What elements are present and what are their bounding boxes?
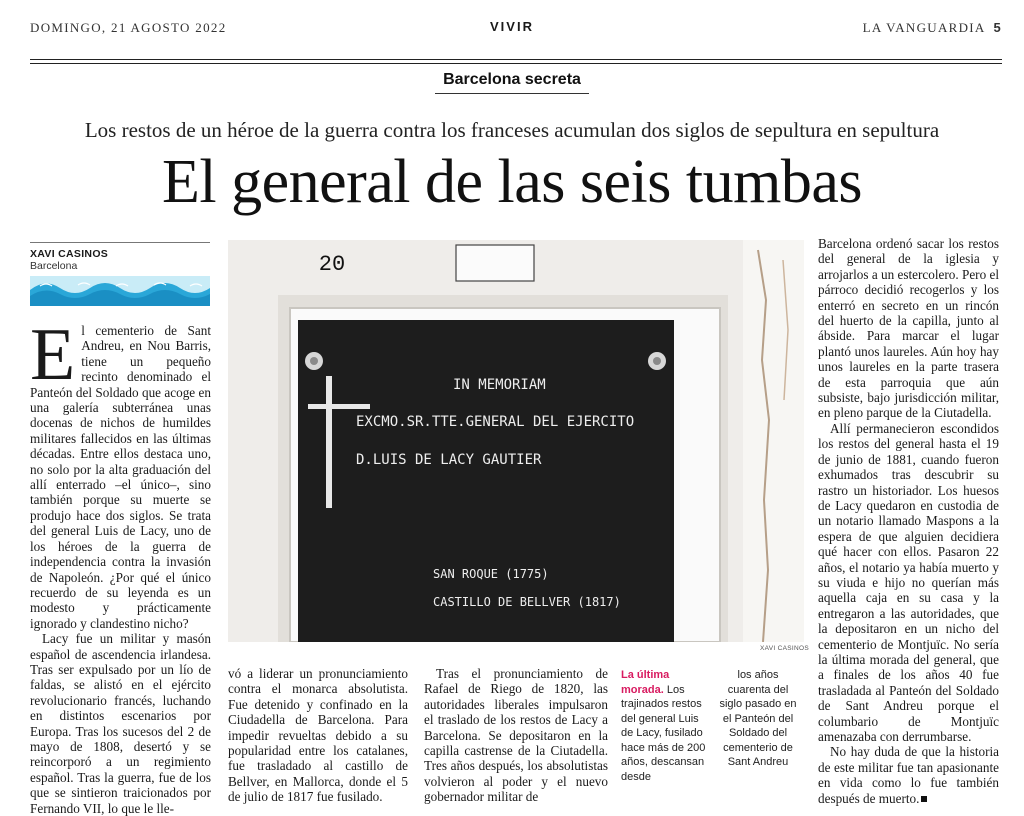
paragraph: Barcelona ordenó sacar los restos del general de la iglesia y arrojarlos a un estercolero. Pero el párroco decidió recogerlos y los enterró en secreto en un rincón del huerto de la capilla, junto al ábside. Para marcar el lugar plantó unos laureles. Aún hoy hay unos laureles en la parte trasera de esta parroquia que aún subsiste, bajo jurisdicción militar, en pleno parque de la Ciutadella. — [818, 236, 999, 421]
caption-text-2: los años cuarenta del siglo pasado en el Panteón del Soldado del cementerio de Sant Andreu — [719, 669, 797, 768]
lead-paragraph — [30, 314, 211, 631]
photo-caption-part-2 — [716, 668, 800, 770]
photo-caption-part-1 — [621, 668, 707, 784]
article-column-2 — [228, 666, 408, 805]
headline: El general de las seis tumbas — [161, 148, 862, 216]
article-column-5 — [818, 236, 999, 806]
author-location: Barcelona — [30, 260, 78, 272]
plaque-line-3: D.LUIS DE LACY GAUTIER — [356, 452, 542, 468]
paragraph: Lacy fue un militar y masón español de ascendencia irlandesa. Tras ser expulsado por un lío de faldas, se alistó en el ejército revolucionario francés, luchando en distintos escenarios por Europa. Tras los sucesos del 2 de mayo de 1808, desertó y se reincorporó a un regimiento español. Tras la guerra, fue de los que se sintieron traicionados por Fernando VII, lo que le lle- — [30, 631, 211, 816]
header-rule-top — [30, 59, 1002, 60]
plaque-line-2: EXCMO.SR.TTE.GENERAL DEL EJERCITO — [356, 414, 635, 430]
byline-rule — [30, 242, 210, 243]
subheadline: Los restos de un héroe de la guerra contra los franceses acumulan dos siglos de sepultura en sepultura — [84, 118, 940, 142]
article-column-3 — [424, 666, 608, 805]
section-underline — [435, 93, 589, 94]
plaque-line-4: SAN ROQUE (1775) — [433, 567, 549, 581]
masthead — [863, 20, 1002, 36]
article-photo — [228, 240, 804, 642]
paragraph: Tras el pronunciamiento de Rafael de Riego de 1820, las autoridades liberales impulsaron el traslado de los restos de Lacy a Barcelona. Se depositaron en la capilla castrense de la Ciutadella. Tres años después, los absolutistas volvieron al poder y el nuevo gobernador militar de — [424, 666, 608, 805]
article-column-1 — [30, 314, 211, 816]
lead-paragraph-text: l cementerio de Sant Andreu, en Nou Barris, tiene un pequeño recinto denominado el Panteón del Soldado que acoge en una galería subterránea unas docenas de nichos de humildes militares fallecidos en las últimas décadas. Entre ellos destaca uno, no solo por la alta graduación del allí enterrado –el único–, sino también porque su muerte se produjo hace dos siglos. Se trata del general Luis de Lacy, uno de los héroes de la guerra de independencia contra la invasión de Napoleón. ¿Por qué el único recuerdo de su leyenda es un modesto y prácticamente ignorado y clandestino nicho? — [30, 323, 211, 631]
closing-paragraph — [818, 744, 999, 806]
photo-credit: XAVI CASINOS — [760, 645, 809, 652]
niche-plaque-image — [228, 240, 804, 642]
paragraph: vó a liderar un pronunciamiento contra el monarca absolutista. Fue detenido y confinado en la Ciudadella de Barcelona. Para impedir revueltas debido a su popularidad entre los catalanes, fue trasladado al castillo de Bellver, en Mallorca, donde el 5 de julio de 1817 fue fusilado. — [228, 666, 408, 805]
section-title: Barcelona secreta — [443, 71, 581, 88]
wave-graphic — [30, 276, 210, 306]
dropcap: E — [30, 314, 76, 396]
plaque-line-5: CASTILLO DE BELLVER (1817) — [433, 595, 621, 609]
newspaper-name: LA VANGUARDIA — [862, 20, 985, 35]
end-mark-icon — [921, 796, 927, 802]
plaque-line-1: IN MEMORIAM — [453, 377, 546, 393]
niche-number-label: 20 — [318, 252, 346, 277]
section-name: VIVIR — [490, 19, 534, 34]
paragraph: Allí permanecieron escondidos los restos del general hasta el 19 de junio de 1881, cuando fueron exhumados tras descubrir su rastro un historiador. Los huesos de Lacy quedaron en custodia de un notario llamado Maspons a la espera de que alguien decidiera qué hacer con ellos. Pasaron 22 años, el notario ya había muerto y su viuda e hijo no querían más aquella caja en su casa y la entregaron a las autoridades, que la depositaron en un nicho del cementerio de Montjuïc. No sería la última morada del general, que a finales de los años 40 fue trasladada al Panteón del Soldado de Sant Andreu porque el columbario de Montjuïc amenazaba con derrumbarse. — [818, 420, 999, 744]
closing-paragraph-text: No hay duda de que la historia de este militar fue tan apasionante en vida como lo fue también después de muerto. — [818, 744, 999, 806]
header-rule-bottom — [30, 63, 1002, 64]
page-number: 5 — [993, 20, 1002, 35]
author-name: XAVI CASINOS — [30, 248, 109, 260]
caption-text-1: Los trajinados restos del general Luis de Lacy, fusilado hace más de 200 años, descansan desde — [621, 683, 706, 783]
caption-lead: La última morada. — [621, 669, 670, 696]
issue-date: DOMINGO, 21 AGOSTO 2022 — [30, 20, 227, 35]
